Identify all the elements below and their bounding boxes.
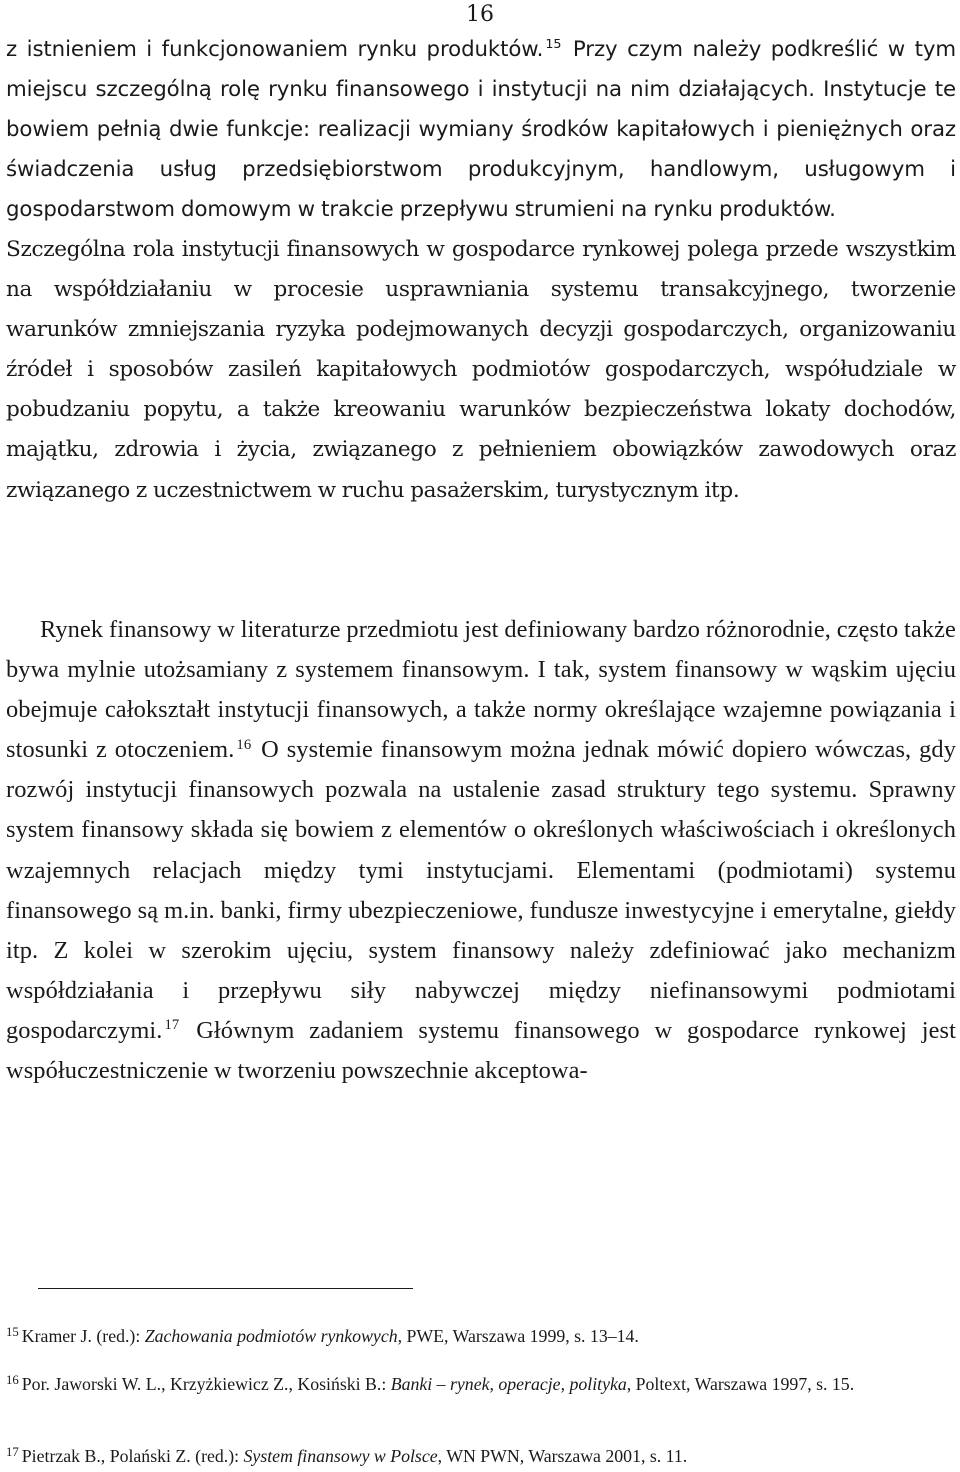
footnote-separator — [38, 1288, 413, 1289]
footnote-text-end: , Poltext, Warszawa 1997, s. 15. — [626, 1374, 855, 1394]
paragraph-intro-text-cont: Przy czym należy podkreślić w tym miejscu szczególną rolę rynku finansowego i instytucji na nim działających. Instytucje te bowiem pełnią dwie funkcje: realizacji wymiany środków kapitałowych i pieniężnych oraz świadczenia usług przedsiębiorstwom produkcyjnym, handlowym, usługowym i gospodarstwom domowym w trakcie przepływu strumieni na rynku produktów. — [6, 37, 956, 223]
footnote-ref-17[interactable]: 17 — [164, 1017, 180, 1034]
footnote-15 — [6, 1320, 956, 1352]
footnote-text: Kramer J. (red.): — [21, 1326, 145, 1346]
paragraph-financial-market-text-cont: O systemie finansowym można jednak mówić dopiero wówczas, gdy rozwój instytucji finansowych pozwala na ustalenie zasad struktury tego systemu. Sprawny system finansowy składa się bowiem z elementów o określonych właściwościach i określonych wzajemnych relacjach między tymi instytucjami. Elementami (podmiotami) systemu finansowego są m.in. banki, firmy ubezpieczeniowe, fundusze inwestycyjne i emerytalne, giełdy itp. Z kolei w szerokim ujęciu, system finansowy należy zdefiniować jako mechanizm współdziałania i przepływu siły nabywczej między niefinansowymi podmiotami gospodarczymi. — [6, 736, 956, 1044]
footnote-16 — [6, 1368, 956, 1400]
footnote-text-end: PWE, Warszawa 1999, s. 13–14. — [402, 1326, 639, 1346]
footnote-mark: 15 — [6, 1325, 19, 1340]
footnote-title: Zachowania podmiotów rynkowych, — [144, 1326, 403, 1346]
page-number: 16 — [466, 2, 494, 27]
paragraph-intro-text: z istnieniem i funkcjonowaniem rynku produktów. — [6, 37, 544, 62]
paragraph-financial-institutions-text: Szczególna rola instytucji finansowych w gospodarce rynkowej polega przede wszystkim na współdziałaniu w procesie usprawniania systemu transakcyjnego, tworzenie warunków zmniejszania ryzyka podejmowanych decyzji gospodarczych, organizowaniu źródeł i sposobów zasileń kapitałowych podmiotów gospodarczych, współudziale w pobudzaniu popytu, a także kreowaniu warunków bezpieczeństwa lokaty dochodów, majątku, zdrowia i życia, związanego z pełnieniem obowiązków zawodowych oraz związanego z uczestnictwem w ruchu pasażerskim, turystycznym itp. — [6, 237, 956, 503]
footnote-text: Pietrzak B., Polański Z. (red.): — [21, 1446, 244, 1466]
footnote-ref-15[interactable]: 15 — [545, 37, 562, 53]
paragraph-financial-market — [6, 610, 956, 1091]
footnote-mark: 16 — [6, 1373, 19, 1388]
paragraph-financial-market-text-end: Głównym zadaniem systemu finansowego w gospodarce rynkowej jest współuczestniczenie w tworzeniu powszechnie akceptowa- — [6, 1016, 956, 1085]
footnote-text-end: , WN PWN, Warszawa 2001, s. 11. — [437, 1446, 688, 1466]
footnote-mark: 17 — [6, 1445, 19, 1460]
footnote-title: System finansowy w Polsce — [243, 1446, 438, 1466]
footnote-title: Banki – rynek, operacje, polityka — [390, 1374, 627, 1394]
footnote-text: Por. Jaworski W. L., Krzyżkiewicz Z., Kosiński B.: — [21, 1374, 391, 1394]
paragraph-financial-institutions — [6, 230, 956, 511]
footnote-17 — [6, 1440, 956, 1472]
paragraph-financial-market-text: Rynek finansowy w literaturze przedmiotu jest definiowany bardzo różnorodnie, często także bywa mylnie utożsamiany z systemem finansowym. I tak, system finansowy w wąskim ujęciu obejmuje całokształt instytucji finansowych, a także normy określające wzajemne powiązania i stosunki z otoczeniem. — [6, 616, 956, 764]
paragraph-intro — [6, 30, 956, 230]
footnote-ref-16[interactable]: 16 — [236, 736, 252, 753]
